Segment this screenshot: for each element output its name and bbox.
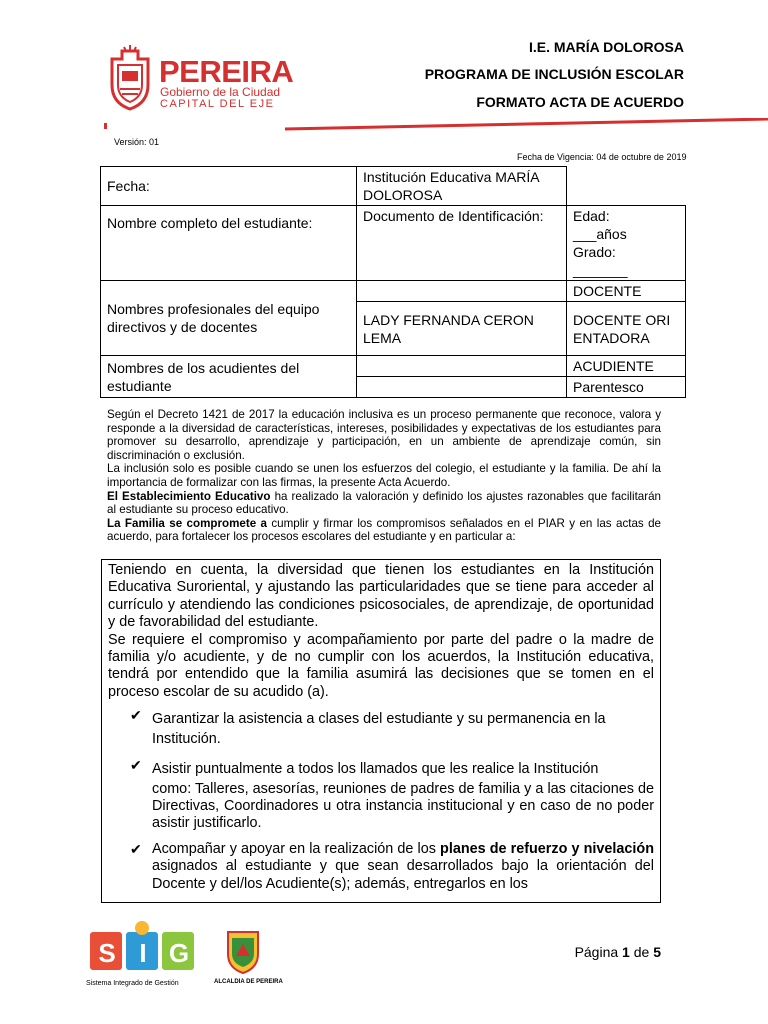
list-item: ✔ Garantizar la asistencia a clases del estudiante y su permanencia en la Institución.: [130, 707, 606, 748]
school-name: I.E. MARÍA DOLOROSA: [528, 39, 684, 55]
school-commitment-text: ha realizado la valoración y definido los ajustes razonables que facilitarán al estudiante su proceso educativo.: [107, 489, 661, 517]
commitments-context: Teniendo en cuenta, la diversidad que tienen los estudiantes en la Institución Educativa Suroriental, y ajustando las particularidades que se tiene para acceder al currículo y atendiendo las condiciones psicosociales, de aprendizaje, de oportunidad y de favorabilidad del estudiante.: [108, 562, 654, 631]
alcaldia-caption: ALCALDIA DE PEREIRA: [214, 979, 283, 985]
validity-date: Fecha de Vigencia: 04 de octubre de 2019: [517, 152, 687, 162]
checkmark-icon: ✔: [130, 840, 142, 857]
pereira-coat-of-arms-icon: [104, 45, 156, 111]
school-commitment-bold: El Establecimiento Educativo: [107, 489, 271, 503]
sig-letter-i: I: [139, 938, 147, 968]
logo-tagline: CAPITAL DEL EJE: [160, 98, 275, 110]
intro-paragraph-inclusion: La inclusión solo es posible cuando se unen los esfuerzos del colegio, el estudiante y la familia. De ahí la importancia de formalizar con las firmas, la presente Acta Acuerdo.: [107, 462, 661, 489]
page-number: Página 1 de 5: [574, 944, 661, 960]
student-name-label: Nombre completo del estudiante:: [101, 206, 357, 281]
parentesco-name-field[interactable]: [357, 377, 567, 398]
commitments-requirement: Se requiere el compromiso y acompañamiento por parte del padre o la madre de familia y/o acudiente, y de no cumplir con los acuerdos, la Institución educativa, tendrá por entendido que la familia asumirá las decisiones que se tomen en el proceso escolar de su acudido (a).: [108, 631, 654, 700]
parentesco-label: Parentesco: [567, 377, 686, 398]
commitments-list: [108, 707, 654, 893]
grade-value: _______: [573, 262, 628, 278]
age-grade-cell[interactable]: [567, 206, 686, 281]
alcaldia-shield-icon: [226, 928, 260, 974]
family-commitment-bold: La Familia se compromete a: [107, 516, 267, 530]
logo-subtitle: Gobierno de la Ciudad: [160, 85, 281, 99]
checkmark-icon: ✔: [130, 707, 142, 724]
commitments-box: [101, 559, 661, 903]
student-info-table: [100, 166, 686, 398]
intro-paragraph-family: [107, 517, 661, 544]
sig-logo: [86, 918, 200, 996]
institution-name: Institución Educativa MARÍA DOLOROSA: [357, 167, 567, 206]
age-value: ___años: [573, 226, 627, 242]
list-item: ✔ Asistir puntualmente a todos los llamados que les realice la Institución como: Talleres, asesorías, reuniones de padres de familia y a las citaciones de Directivas, Coordinadores u otra instancia institucional y en caso de no poder asistir justificarlo.: [130, 756, 654, 832]
acudiente-role: ACUDIENTE: [567, 356, 686, 377]
header-divider: [100, 118, 768, 132]
fecha-label: Fecha:: [101, 167, 357, 206]
document-id-label: Documento de Identificación:: [357, 206, 567, 281]
professionals-label: Nombres profesionales del equipo directivos y de docentes: [101, 281, 357, 356]
acudiente-name-field[interactable]: [357, 356, 567, 377]
intro-paragraph-decree: Según el Decreto 1421 de 2017 la educación inclusiva es un proceso permanente que reconoce, valora y responde a la diversidad de características, intereses, posibilidades y expectativas de los estudiantes para promover su desarrollo, aprendizaje y participación, en un ambiente de aprendizaje común, sin discriminación o exclusión.: [107, 408, 661, 462]
sig-letter-g: G: [168, 938, 190, 968]
list-item: ✔ Acompañar y apoyar en la realización de los planes de refuerzo y nivelación asignados al estudiante y que sean desarrollados bajo la orientación del Docente y del/los Acudiente(s); además, entregarlos en los: [130, 840, 654, 892]
format-title: FORMATO ACTA DE ACUERDO: [476, 94, 684, 110]
sig-caption: Sistema Integrado de Gestión: [86, 980, 179, 987]
orientadora-name: LADY FERNANDA CERON LEMA: [357, 302, 567, 356]
docente-role: DOCENTE: [567, 281, 686, 302]
docente-name-field[interactable]: [357, 281, 567, 302]
program-title: PROGRAMA DE INCLUSIÓN ESCOLAR: [424, 66, 684, 82]
grade-label: Grado:: [573, 244, 616, 260]
logo-wordmark: PEREIRA: [159, 54, 294, 89]
orientadora-role: DOCENTE ORIENTADORA: [567, 302, 686, 356]
age-label: Edad:: [573, 208, 610, 224]
checkmark-icon: ✔: [130, 756, 142, 773]
family-commitment-text: cumplir y firmar los compromisos señalados en el PIAR y en las actas de acuerdo, para fortalecer los procesos escolares del estudiante y en particular a:: [107, 516, 661, 544]
version-label: Versión: 01: [114, 137, 160, 147]
fecha-empty-cell[interactable]: [567, 167, 686, 206]
intro-text: [107, 408, 661, 544]
sig-letter-s: S: [98, 938, 116, 968]
intro-paragraph-school: [107, 490, 661, 517]
guardians-label: Nombres de los acudientes del estudiante: [101, 356, 357, 398]
